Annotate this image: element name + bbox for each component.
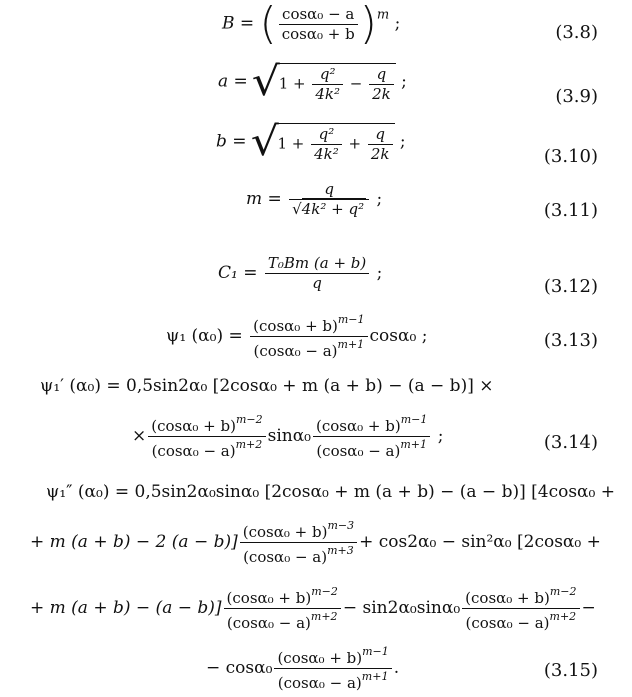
numerator-exponent: m−1 [362,645,389,658]
denominator-base: (cosα₀ − a) [243,548,328,566]
radicand: 1 + $\frac{\text{q²}}{\text{4k²}}$ + $\frac{q}{2k}$ [277,123,394,162]
radicand: 4k² + q² [301,200,365,218]
numerator-exponent: m−3 [327,519,355,532]
numerator-exponent: m−1 [337,313,365,326]
radicand: 1 + $\frac{\text{q²}}{\text{4k²}}$ − $\frac{q}{2k}$ [279,63,396,102]
eq-lhs: a = [218,71,254,92]
equation-3-15-line-1: ψ₁″ (α₀) = 0,5sin2α₀sinα₀ [2cosα₀ + m (a + b) − (a − b)] [4cosα₀ + [46,482,616,502]
exponent: m [376,7,390,23]
radical-sign: √ [250,119,279,165]
numerator [462,586,579,609]
fraction-q2-4k2 [312,64,343,103]
numerator-exponent: m−2 [311,585,338,598]
equation-3-15-line-3 [30,586,596,631]
numerator-exponent: m−2 [549,585,577,598]
fraction [289,182,369,217]
equation-3-8: B = ( $\frac{\text{cosα₀ − a}}{\text{cosα₀ + b}}$ )$^m$ ; [222,0,401,49]
fraction [279,4,358,43]
numerator-base: (cosα₀ + b) [277,649,363,667]
equation-number: (3.9) [555,86,598,107]
line-start: − cosα₀ [206,658,273,678]
denominator [313,437,430,459]
denominator-base: (cosα₀ − a) [253,342,338,360]
numerator-base: (cosα₀ + b) [316,417,401,435]
fraction-2 [224,586,341,631]
fraction [250,314,367,359]
times-sign: × [132,426,147,446]
denominator: √4k² + q² [292,200,365,218]
denominator-exponent: m+2 [235,438,263,451]
equation-number: (3.14) [543,432,598,453]
equation-number: (3.12) [543,276,598,297]
denominator-exponent: m+1 [361,670,389,683]
line-start: + m (a + b) − (a − b)] [30,598,222,618]
equation-3-14-line-1: ψ₁′ (α₀) = 0,5sin2α₀ [2cosα₀ + m (a + b) − (a − b)] × [40,376,494,396]
equation-number: (3.15) [543,660,598,681]
fraction [265,256,369,291]
eq-tail: cosα₀ ; [369,326,428,346]
line-end: − [581,598,596,618]
denominator-base: (cosα₀ − a) [277,674,362,692]
denominator [240,543,357,565]
denominator [274,669,391,691]
equation-number: (3.11) [543,200,598,221]
denominator: 2k [372,84,391,103]
numerator: T₀Bm (a + b) [265,256,369,274]
numerator-exponent: m−2 [235,413,263,426]
numerator: q [368,127,393,145]
denominator: q [312,274,322,292]
numerator-base: (cosα₀ + b) [242,523,328,541]
equation-3-15-line-4: − cosα₀ $\frac{(\cos\alpha_0 + b)^{m-1}}{(\cos\alpha_0 - a)^{m+1}}$ . [206,645,400,692]
fraction-4 [274,646,391,691]
numerator: cosα₀ − a [279,7,358,25]
equation-3-13 [166,314,427,359]
numerator: q² [312,67,343,85]
numerator-base: (cosα₀ + b) [253,317,338,335]
denominator: 4k² [315,84,340,103]
numerator: q [289,182,369,200]
denominator: cosα₀ + b [281,24,355,43]
numerator [148,414,265,437]
numerator: q² [311,127,342,145]
equation-number: (3.10) [543,146,598,167]
eq-lhs: b = [216,131,252,152]
numerator-base: (cosα₀ + b) [465,589,550,607]
denominator-exponent: m+1 [337,338,365,351]
fraction-2 [313,414,430,459]
line-mid: − sin2α₀sinα₀ [342,598,461,618]
numerator-exponent: m−1 [400,413,428,426]
sin-term: sinα₀ [267,426,311,446]
equation-number: (3.13) [543,330,598,351]
radical-sign: √ [251,59,280,105]
left-paren: ( [259,0,277,49]
denominator [148,437,265,459]
numerator [274,646,391,669]
denominator-exponent: m+1 [400,438,428,451]
fraction-1 [240,520,357,565]
denominator-base: (cosα₀ − a) [226,614,311,632]
denominator-base: (cosα₀ − a) [465,614,550,632]
numerator: q [369,67,394,85]
numerator [224,586,341,609]
numerator-base: (cosα₀ + b) [151,417,236,435]
equation-3-14-line-2: × $\frac{(\cos\alpha_0 + b)^{m-2}}{(\cos\alpha_0 - a)^{m+2}}$ sinα₀ $\frac{(\cos\alpha_0 + b)^{m-1}}{(\cos\alpha_0 - a)^{m+1}}$ ; [132,413,444,460]
equation-3-15-line-2 [30,520,601,565]
eq-lhs: C₁ = [218,263,263,283]
numerator [240,520,357,543]
denominator [250,337,367,359]
equation-3-11: m = $\frac{q}{\text{√4k² + q²}}$ ; [246,180,383,218]
right-paren: ) [359,0,377,49]
denominator-exponent: m+2 [310,610,338,623]
fraction-3 [462,586,579,631]
equation-3-10: b = √1 + $\frac{\text{q²}}{\text{4k²}}$ + $\frac{q}{2k}$ ; [216,119,406,165]
denominator-base: (cosα₀ − a) [316,442,401,460]
line-start: + m (a + b) − 2 (a − b)] [30,532,238,552]
denominator: 4k² [314,144,339,163]
fraction-q2-4k2 [311,124,342,163]
fraction-q-2k [368,124,393,163]
fraction-q-2k [369,64,394,103]
denominator [462,609,579,631]
eq-lhs: m = [246,189,288,209]
eq-lhs: B = [222,13,260,34]
denominator-exponent: m+2 [549,610,577,623]
numerator [250,314,367,337]
denominator [224,609,341,631]
line-end: + cos2α₀ − sin²α₀ [2cosα₀ + [359,532,601,552]
equation-3-9: a = √1 + $\frac{\text{q²}}{\text{4k²}}$ − $\frac{q}{2k}$ ; [218,59,407,105]
denominator-exponent: m+3 [327,544,354,557]
denominator: 2k [370,144,390,163]
eq-lhs: ψ₁ (α₀) = [166,326,249,346]
denominator-base: (cosα₀ − a) [151,442,236,460]
numerator [313,414,430,437]
equation-number: (3.8) [555,22,598,43]
equation-3-12: C₁ = $\frac{\text{T₀Bm (a + b)}}{q}$ ; [218,254,383,292]
numerator-base: (cosα₀ + b) [226,589,312,607]
fraction-1 [148,414,265,459]
